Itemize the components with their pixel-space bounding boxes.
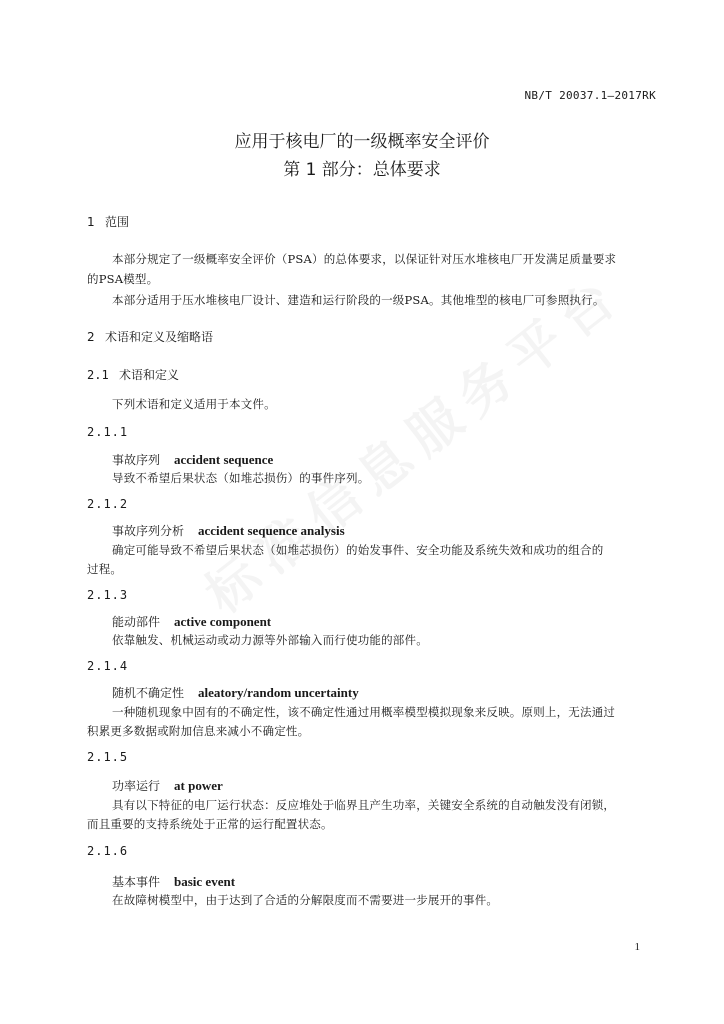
term-zh: 事故序列 [112, 453, 161, 467]
document-subtitle: 第 1 部分：总体要求 [283, 160, 441, 180]
term-definition: 一种随机现象中固有的不确定性，该不确定性通过用概率模型模拟现象来反映。原则上，无法通过 [112, 705, 616, 719]
section-1-para-2: 本部分适用于压水堆核电厂设计、建造和运行阶段的一级PSA。其他堆型的核电厂可参照执行。 [112, 293, 605, 307]
term-heading [112, 613, 271, 630]
term-definition: 具有以下特征的电厂运行状态：反应堆处于临界且产生功率，关键安全系统的自动触发没有闭锁， [112, 798, 616, 812]
term-en: at power [174, 778, 223, 793]
standard-number: NB/T 20037.1—2017RK [524, 89, 656, 102]
section-2-1-heading [87, 366, 179, 383]
section-1-title: 范围 [105, 215, 130, 229]
term-definition: 确定可能导致不希望后果状态（如堆芯损伤）的始发事件、安全功能及系统失效和成功的组合的 [112, 543, 604, 557]
document-title: 应用于核电厂的一级概率安全评价 [234, 132, 490, 152]
page-number: 1 [634, 941, 640, 953]
term-heading [112, 777, 223, 794]
term-heading [112, 684, 359, 701]
term-en: active component [174, 614, 272, 629]
section-1-para-1-line-2: 的PSA模型。 [87, 272, 159, 286]
term-en: accident sequence analysis [198, 523, 345, 538]
term-heading [112, 873, 235, 890]
section-1-para-1-line-1: 本部分规定了一级概率安全评价（PSA）的总体要求，以保证针对压水堆核电厂开发满足质量要求 [112, 252, 617, 266]
term-zh: 随机不确定性 [112, 686, 185, 700]
term-en: accident sequence [174, 452, 274, 467]
term-definition: 导致不希望后果状态（如堆芯损伤）的事件序列。 [112, 471, 370, 485]
term-definition-continued: 积累更多数据或附加信息来减小不确定性。 [87, 724, 310, 738]
term-number: 2.1.6 [87, 844, 129, 858]
section-2-title: 术语和定义及缩略语 [105, 330, 214, 344]
term-definition: 依靠触发、机械运动或动力源等外部输入而行使功能的部件。 [112, 633, 428, 647]
section-1-number: 1 [87, 215, 95, 229]
term-en: aleatory/random uncertainty [198, 685, 359, 700]
term-number: 2.1.5 [87, 750, 129, 764]
term-zh: 能动部件 [112, 615, 161, 629]
term-definition: 在故障树模型中，由于达到了合适的分解限度而不需要进一步展开的事件。 [112, 893, 499, 907]
term-number: 2.1.4 [87, 659, 129, 673]
section-2-heading [87, 328, 213, 345]
term-en: basic event [174, 874, 236, 889]
section-2-1-intro: 下列术语和定义适用于本文件。 [112, 397, 276, 411]
section-2-1-title: 术语和定义 [119, 368, 180, 382]
term-number: 2.1.3 [87, 588, 129, 602]
term-zh: 事故序列分析 [112, 524, 185, 538]
term-number: 2.1.2 [87, 497, 129, 511]
term-number: 2.1.1 [87, 425, 129, 439]
section-2-1-number: 2.1 [87, 368, 109, 382]
term-definition-continued: 过程。 [87, 562, 123, 576]
section-2-number: 2 [87, 330, 95, 344]
section-1-heading [87, 213, 129, 230]
term-heading [112, 451, 273, 468]
term-zh: 基本事件 [112, 875, 161, 889]
term-definition-continued: 而且重要的支持系统处于正常的运行配置状态。 [87, 817, 333, 831]
watermark [187, 253, 637, 627]
term-heading [112, 522, 345, 539]
term-zh: 功率运行 [112, 779, 161, 793]
